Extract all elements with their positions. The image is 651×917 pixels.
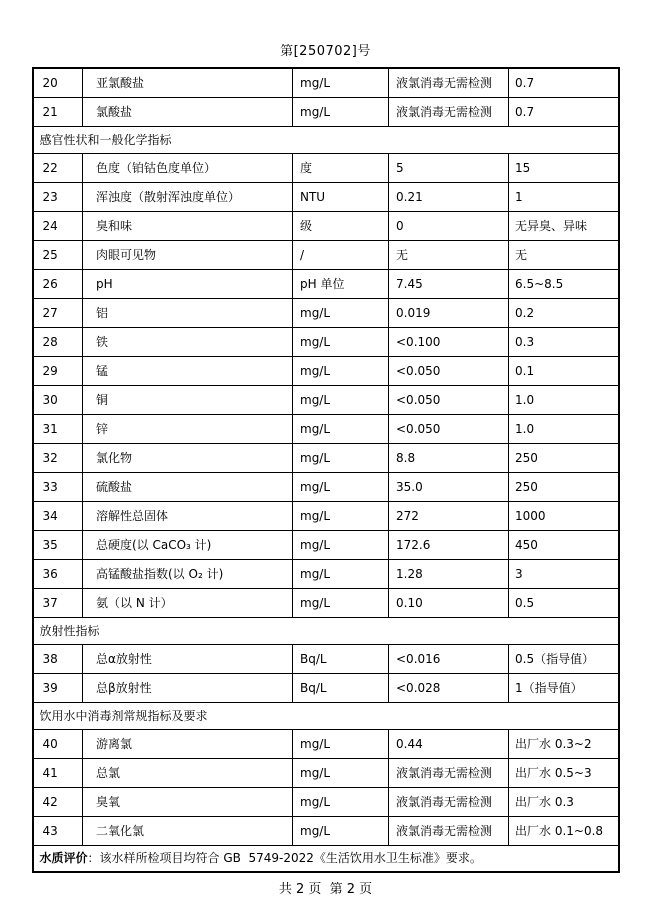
- limit-cell: 1.0: [509, 385, 619, 414]
- measured-value-cell: 1.28: [389, 559, 509, 588]
- table-row: [33, 414, 619, 443]
- limit-cell: 250: [509, 472, 619, 501]
- measured-value-cell: <0.100: [389, 327, 509, 356]
- limit-cell: 250: [509, 443, 619, 472]
- row-number-cell: 22: [33, 153, 83, 182]
- row-number-cell: 31: [33, 414, 83, 443]
- limit-cell: 15: [509, 153, 619, 182]
- table-row: [33, 443, 619, 472]
- table-row: [33, 298, 619, 327]
- unit-cell: mg/L: [293, 472, 389, 501]
- limit-cell: 0.5（指导值）: [509, 644, 619, 673]
- item-name-cell: 色度（铂钴色度单位）: [83, 153, 293, 182]
- item-name-cell: 臭和味: [83, 211, 293, 240]
- table-row: [33, 787, 619, 816]
- item-name-cell: 游离氯: [83, 729, 293, 758]
- unit-cell: Bq/L: [293, 644, 389, 673]
- item-name-cell: 氨（以 N 计）: [83, 588, 293, 617]
- measured-value-cell: 5: [389, 153, 509, 182]
- table-row: [33, 97, 619, 126]
- item-name-cell: 总β放射性: [83, 673, 293, 702]
- limit-cell: 出厂水 0.3: [509, 787, 619, 816]
- page-footer: 共 2 页 第 2 页: [278, 882, 373, 897]
- limit-cell: 0.7: [509, 97, 619, 126]
- unit-cell: mg/L: [293, 501, 389, 530]
- table-row: [33, 758, 619, 787]
- unit-cell: mg/L: [293, 68, 389, 97]
- limit-cell: 0.1: [509, 356, 619, 385]
- row-number-cell: 43: [33, 816, 83, 845]
- unit-cell: mg/L: [293, 758, 389, 787]
- item-name-cell: 硫酸盐: [83, 472, 293, 501]
- table-row: [33, 501, 619, 530]
- limit-cell: 3: [509, 559, 619, 588]
- section-header-row: [33, 126, 619, 153]
- measured-value-cell: <0.050: [389, 414, 509, 443]
- measured-value-cell: 无: [389, 240, 509, 269]
- limit-cell: 无异臭、异味: [509, 211, 619, 240]
- row-number-cell: 42: [33, 787, 83, 816]
- row-number-cell: 32: [33, 443, 83, 472]
- evaluation-label: 水质评价: [39, 851, 88, 866]
- measured-value-cell: 0: [389, 211, 509, 240]
- item-name-cell: 臭氧: [83, 787, 293, 816]
- evaluation-cell: [33, 845, 619, 872]
- section-title: 放射性指标: [33, 617, 619, 644]
- item-name-cell: 锌: [83, 414, 293, 443]
- item-name-cell: 铝: [83, 298, 293, 327]
- water-quality-report-table: [32, 67, 620, 873]
- table-row: [33, 673, 619, 702]
- measured-value-cell: 液氯消毒无需检测: [389, 68, 509, 97]
- row-number-cell: 23: [33, 182, 83, 211]
- table-row: [33, 153, 619, 182]
- row-number-cell: 40: [33, 729, 83, 758]
- item-name-cell: 氯化物: [83, 443, 293, 472]
- table-row: [33, 530, 619, 559]
- row-number-cell: 28: [33, 327, 83, 356]
- unit-cell: NTU: [293, 182, 389, 211]
- section-header-row: [33, 702, 619, 729]
- section-title: 感官性状和一般化学指标: [33, 126, 619, 153]
- row-number-cell: 37: [33, 588, 83, 617]
- limit-cell: 450: [509, 530, 619, 559]
- item-name-cell: 亚氯酸盐: [83, 68, 293, 97]
- measured-value-cell: 35.0: [389, 472, 509, 501]
- row-number-cell: 36: [33, 559, 83, 588]
- unit-cell: mg/L: [293, 443, 389, 472]
- evaluation-row: [33, 845, 619, 872]
- table-row: [33, 729, 619, 758]
- row-number-cell: 25: [33, 240, 83, 269]
- measured-value-cell: 0.21: [389, 182, 509, 211]
- table-row: [33, 644, 619, 673]
- unit-cell: 级: [293, 211, 389, 240]
- table-row: [33, 588, 619, 617]
- document-number: 第[250702]号: [280, 44, 371, 59]
- unit-cell: mg/L: [293, 729, 389, 758]
- row-number-cell: 26: [33, 269, 83, 298]
- table-row: [33, 327, 619, 356]
- measured-value-cell: <0.016: [389, 644, 509, 673]
- limit-cell: 无: [509, 240, 619, 269]
- item-name-cell: 溶解性总固体: [83, 501, 293, 530]
- item-name-cell: 氯酸盐: [83, 97, 293, 126]
- measured-value-cell: 液氯消毒无需检测: [389, 758, 509, 787]
- unit-cell: mg/L: [293, 530, 389, 559]
- measured-value-cell: 0.44: [389, 729, 509, 758]
- item-name-cell: 铜: [83, 385, 293, 414]
- limit-cell: 1.0: [509, 414, 619, 443]
- table-row: [33, 356, 619, 385]
- measured-value-cell: 液氯消毒无需检测: [389, 787, 509, 816]
- table-row: [33, 269, 619, 298]
- unit-cell: /: [293, 240, 389, 269]
- unit-cell: mg/L: [293, 414, 389, 443]
- row-number-cell: 33: [33, 472, 83, 501]
- item-name-cell: 锰: [83, 356, 293, 385]
- unit-cell: mg/L: [293, 327, 389, 356]
- item-name-cell: 总硬度(以 CaCO₃ 计): [83, 530, 293, 559]
- limit-cell: 1: [509, 182, 619, 211]
- row-number-cell: 41: [33, 758, 83, 787]
- row-number-cell: 27: [33, 298, 83, 327]
- limit-cell: 出厂水 0.1~0.8: [509, 816, 619, 845]
- table-row: [33, 816, 619, 845]
- limit-cell: 1（指导值）: [509, 673, 619, 702]
- unit-cell: mg/L: [293, 356, 389, 385]
- measured-value-cell: <0.050: [389, 385, 509, 414]
- measured-value-cell: 172.6: [389, 530, 509, 559]
- limit-cell: 6.5~8.5: [509, 269, 619, 298]
- table-row: [33, 68, 619, 97]
- measured-value-cell: <0.028: [389, 673, 509, 702]
- unit-cell: pH 单位: [293, 269, 389, 298]
- row-number-cell: 34: [33, 501, 83, 530]
- unit-cell: mg/L: [293, 97, 389, 126]
- limit-cell: 0.5: [509, 588, 619, 617]
- unit-cell: mg/L: [293, 385, 389, 414]
- section-header-row: [33, 617, 619, 644]
- measured-value-cell: 7.45: [389, 269, 509, 298]
- table-row: [33, 211, 619, 240]
- table-row: [33, 240, 619, 269]
- item-name-cell: 总氯: [83, 758, 293, 787]
- measured-value-cell: 液氯消毒无需检测: [389, 97, 509, 126]
- measured-value-cell: <0.050: [389, 356, 509, 385]
- table-row: [33, 472, 619, 501]
- measured-value-cell: 272: [389, 501, 509, 530]
- row-number-cell: 39: [33, 673, 83, 702]
- measured-value-cell: 8.8: [389, 443, 509, 472]
- limit-cell: 0.2: [509, 298, 619, 327]
- item-name-cell: 二氧化氯: [83, 816, 293, 845]
- unit-cell: 度: [293, 153, 389, 182]
- item-name-cell: 铁: [83, 327, 293, 356]
- item-name-cell: 肉眼可见物: [83, 240, 293, 269]
- item-name-cell: 高锰酸盐指数(以 O₂ 计): [83, 559, 293, 588]
- row-number-cell: 29: [33, 356, 83, 385]
- limit-cell: 1000: [509, 501, 619, 530]
- limit-cell: 0.7: [509, 68, 619, 97]
- row-number-cell: 20: [33, 68, 83, 97]
- evaluation-text: ：该水样所检项目均符合 GB 5749-2022《生活饮用水卫生标准》要求。: [87, 851, 482, 866]
- limit-cell: 0.3: [509, 327, 619, 356]
- unit-cell: mg/L: [293, 298, 389, 327]
- unit-cell: mg/L: [293, 816, 389, 845]
- item-name-cell: 总α放射性: [83, 644, 293, 673]
- section-title: 饮用水中消毒剂常规指标及要求: [33, 702, 619, 729]
- table-row: [33, 559, 619, 588]
- unit-cell: mg/L: [293, 588, 389, 617]
- unit-cell: mg/L: [293, 559, 389, 588]
- item-name-cell: pH: [83, 269, 293, 298]
- row-number-cell: 30: [33, 385, 83, 414]
- row-number-cell: 35: [33, 530, 83, 559]
- unit-cell: mg/L: [293, 787, 389, 816]
- measured-value-cell: 液氯消毒无需检测: [389, 816, 509, 845]
- row-number-cell: 38: [33, 644, 83, 673]
- measured-value-cell: 0.10: [389, 588, 509, 617]
- unit-cell: Bq/L: [293, 673, 389, 702]
- table-row: [33, 385, 619, 414]
- limit-cell: 出厂水 0.5~3: [509, 758, 619, 787]
- limit-cell: 出厂水 0.3~2: [509, 729, 619, 758]
- measured-value-cell: 0.019: [389, 298, 509, 327]
- row-number-cell: 21: [33, 97, 83, 126]
- item-name-cell: 浑浊度（散射浑浊度单位）: [83, 182, 293, 211]
- report-table-body: [33, 68, 619, 872]
- row-number-cell: 24: [33, 211, 83, 240]
- table-row: [33, 182, 619, 211]
